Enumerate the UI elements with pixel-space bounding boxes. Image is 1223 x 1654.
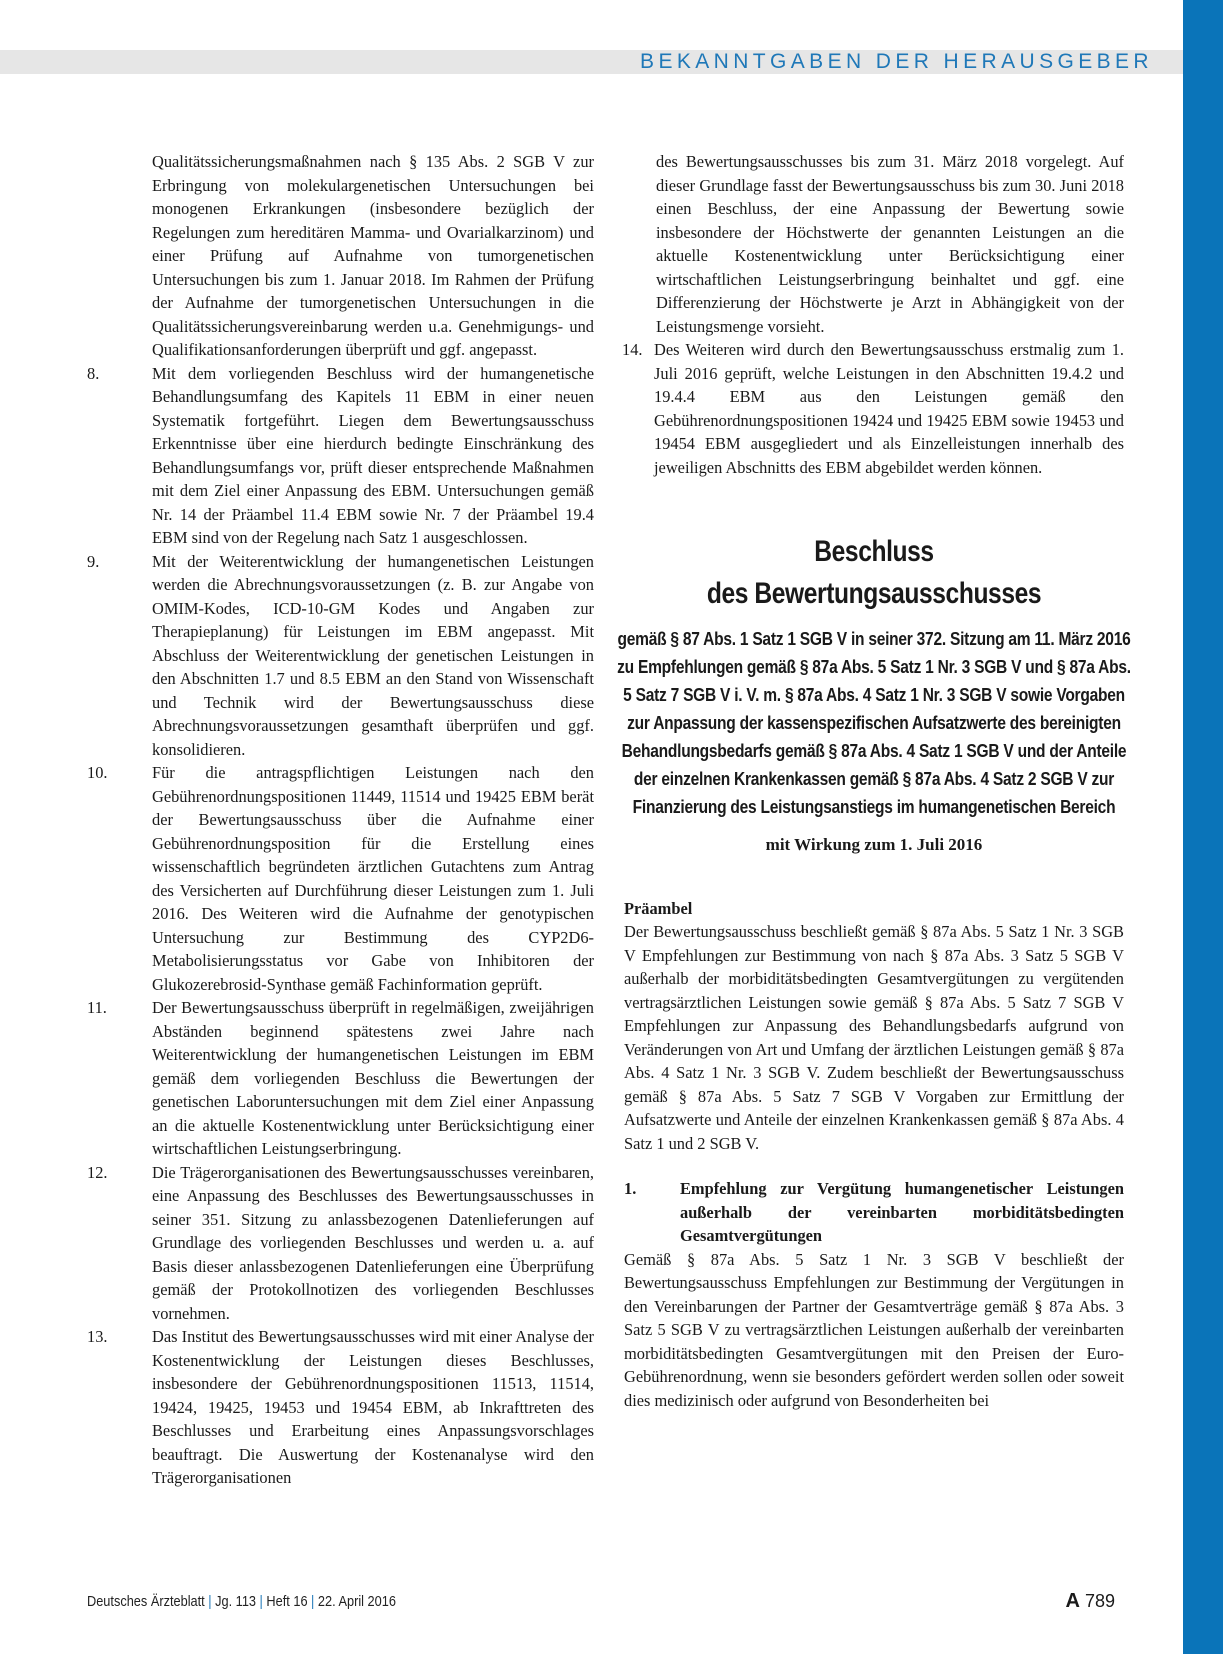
page-number-value: 789 bbox=[1084, 1591, 1115, 1611]
list-item-12 bbox=[87, 1161, 594, 1326]
page-letter: A bbox=[1065, 1590, 1080, 1612]
continued-paragraph: Qualitätssicherungsmaßnahmen nach § 135 Abs. 2 SGB V zur Erbringung von molekulargenetischen Untersuchungen bei monogenen Erkrankungen (insbesondere bezüglich der Regelungen zum hereditären Mamma- und Ovarialkarzinom) und einer Prüfung auf Aufnahme von tumorgenetischen Untersuchungen bis zum 1. Januar 2018. Im Rahmen der Prüfung der Aufnahme der tumorgenetischen Untersuchungen in die Qualitätssicherungsvereinbarung werden u.a. Genehmigungs- und Qualifikationsanforderungen überprüft und ggf. angepasst. bbox=[152, 152, 594, 359]
page-number bbox=[1065, 1590, 1115, 1613]
list-item-13 bbox=[87, 1325, 594, 1490]
item-text: Das Institut des Bewertungsausschusses wird mit einer Analyse der Kostenentwicklung der Leistungen dieses Beschlusses, insbesondere der Gebührenordnungspositionen 11513, 11514, 19424, 19425, 19453 und 19454 EBM, ab Inkrafttreten des Beschlusses und Erarbeitung eines Anpassungsvorschlages beauftragt. Die Auswertung der Kostenanalyse wird den Trägerorganisationen bbox=[152, 1327, 594, 1487]
journal-name: Deutsches Ärzteblatt bbox=[87, 1594, 205, 1610]
list-item-9 bbox=[87, 550, 594, 762]
item-text: Der Bewertungsausschuss überprüft in regelmäßigen, zweijährigen Abständen beginnend spätestens zwei Jahre nach Weiterentwicklung der humangenetischen Leistungen im EBM gemäß dem vorliegenden Beschluss die Bewertungen der genetischen Laboruntersuchungen mit dem Ziel einer Anpassung an die aktuelle Kostenentwicklung unter Berücksichtigung einer wirtschaftlichen Leistungserbringung. bbox=[152, 998, 594, 1158]
section-header-title: BEKANNTGABEN DER HERAUSGEBER bbox=[640, 50, 1153, 73]
right-column bbox=[617, 150, 1131, 1412]
decision-title-line1: Beschluss bbox=[814, 535, 934, 568]
item-text: Mit dem vorliegenden Beschluss wird der humangenetische Behandlungsumfang des Kapitels 11 EBM in einer neuen Systematik fortgeführt. Liegen dem Bewertungsausschuss Erkenntnisse über eine hierdurch bedingte Einschränkung des Behandlungsumfangs vor, prüft dieser entsprechende Maßnahmen mit dem Ziel einer Anpassung des EBM. Untersuchungen gemäß Nr. 14 der Präambel 11.4 EBM sowie Nr. 7 der Präambel 19.4 EBM sind von der Regelung nach Satz 1 ausgeschlossen. bbox=[152, 363, 594, 547]
praeambel-text: Der Bewertungsausschuss beschließt gemäß § 87a Abs. 5 Satz 1 Nr. 3 SGB V Empfehlungen zur Bestimmung von nach § 87a Abs. 3 Satz 5 SGB V außerhalb der morbiditätsbedingten Gesamtvergütungen zu vergütenden vertragsärztlichen Leistungen sowie gemäß § 87a Abs. 5 Satz 7 SGB V Empfehlungen zur Anpassung des Behandlungsbedarfs aufgrund von Veränderungen von Art und Umfang der ärztlichen Leistungen gemäß § 87a Abs. 4 Satz 1 Nr. 3 SGB V. Zudem beschließt der Bewertungsausschuss gemäß § 87a Abs. 5 Satz 7 SGB V Vorgaben zur Ermittlung der Aufsatzwerte und Anteile der einzelnen Krankenkassen gemäß § 87a Abs. 4 Satz 1 und 2 SGB V. bbox=[624, 922, 1124, 1153]
right-accent-bar bbox=[1183, 0, 1223, 1654]
left-column bbox=[87, 150, 594, 1490]
list-item-14 bbox=[624, 338, 1124, 479]
list-item-8 bbox=[87, 362, 594, 550]
decision-title bbox=[636, 479, 1112, 615]
item-text: Des Weiteren wird durch den Bewertungsausschuss erstmalig zum 1. Juli 2016 geprüft, welche Leistungen in den Abschnitten 19.4.2 und 19.4.4 EBM aus den Leistungen gemäß den Gebührenordnungspositionen 19424 und 19425 EBM sowie 19453 und 19454 EBM ausgegliedert und als Einzelleistungen innerhalb des jeweiligen Abschnitts des EBM abgebildet werden können. bbox=[654, 340, 1124, 477]
section-1-text: Gemäß § 87a Abs. 5 Satz 1 Nr. 3 SGB V beschließt der Bewertungsausschuss Empfehlungen zur Bestimmung der Vergütungen in den Vereinbarungen der Partner der Gesamtverträge gemäß § 87a Abs. 3 Satz 5 SGB V zu vertragsärztlichen Leistungen außerhalb der vereinbarten morbiditätsbedingten Gesamtvergütungen mit den Preisen der Euro-Gebührenordnung, wenn sie besonders gefördert werden sollen oder soweit dies medizinisch oder aufgrund von Besonderheiten bei bbox=[624, 1249, 1124, 1410]
separator: | bbox=[311, 1594, 315, 1610]
effective-date: mit Wirkung zum 1. Juli 2016 bbox=[765, 835, 983, 854]
section-number: 1. bbox=[624, 1179, 637, 1198]
section-heading-text: Empfehlung zur Vergütung humangenetischer Leistungen außerhalb der vereinbarten morbiditätsbedingten Gesamtvergütungen bbox=[680, 1179, 1124, 1245]
item-text: Die Trägerorganisationen des Bewertungsausschusses vereinbaren, eine Anpassung des Beschlusses des Bewertungsausschusses in seiner 351. Sitzung zu anlassbezogenen Datenlieferungen auf Grundlage des vorliegenden Beschlusses und werden u. a. auf Basis dieser anlassbezogenen Datenlieferungen eine Überprüfung gemäß der Protokollnotizen des vorliegenden Beschlusses vornehmen. bbox=[152, 1162, 594, 1323]
item-text: Für die antragspflichtigen Leistungen nach den Gebührenordnungspositionen 11449, 11514 und 19425 EBM berät der Bewertungsausschuss über die Aufnahme einer Gebührenordnungsposition für die Erstellung eines wissenschaftlich begründeten ärztlichen Gutachtens zum Antrag des Versicherten auf Durchführung dieser Leistungen zum 1. Juli 2016. Des Weiteren wird die Aufnahme der genotypischen Untersuchung zur Bestimmung des CYP2D6-Metabolisierungsstatus vor Gabe von Inhibitoren der Glukozerebrosid-Synthase gemäß Fachinformation geprüft. bbox=[152, 763, 594, 994]
separator: | bbox=[259, 1594, 263, 1610]
separator: | bbox=[208, 1594, 212, 1610]
section-1-heading bbox=[624, 1177, 1124, 1248]
decision-subtitle: gemäß § 87 Abs. 1 Satz 1 SGB V in seiner 372. Sitzung am 11. März 2016 zu Empfehlungen gemäß § 87a Abs. 5 Satz 1 Nr. 3 SGB V und § 87a Abs. 5 Satz 7 SGB V i. V. m. § 87a Abs. 4 Satz 1 Nr. 3 SGB V sowie Vorgaben zur Anpassung der kassenspezifischen Aufsatzwerte des bereinigten Behandlungsbedarfs gemäß § 87a Abs. 4 Satz 1 SGB V und der Anteile der einzelnen Krankenkassen gemäß § 87a Abs. 4 Satz 2 SGB V zur Finanzierung des Leistungsanstiegs im humangenetischen Bereich bbox=[617, 628, 1131, 817]
item-number: 8. bbox=[87, 363, 100, 383]
item-number: 9. bbox=[87, 551, 100, 571]
praeambel-heading: Präambel bbox=[624, 898, 693, 918]
journal-date: 22. April 2016 bbox=[317, 1594, 396, 1610]
item-number: 10. bbox=[87, 763, 108, 782]
journal-issue: Heft 16 bbox=[266, 1594, 308, 1610]
item-text: Mit der Weiterentwicklung der humangenetischen Leistungen werden die Abrechnungsvoraussetzungen (z. B. zur Angabe von OMIM-Kodes, ICD-10-GM Kodes und Angaben zur Therapieplanung) für Leistungen im EBM angepasst. Mit Abschluss der Weiterentwicklung der genetischen Leistungen in den Abschnitten 1.7 und 8.5 EBM an den Stand von Wissenschaft und Technik wird der Bewertungsausschuss diese Abrechnungsvoraussetzungen gesamthaft überprüfen und ggf. konsolidieren. bbox=[152, 551, 594, 759]
item-number: 12. bbox=[87, 1162, 108, 1182]
list-item-10 bbox=[87, 761, 594, 996]
continued-paragraph: des Bewertungsausschusses bis zum 31. März 2018 vorgelegt. Auf dieser Grundlage fasst der Bewertungsausschuss bis zum 30. Juni 2018 einen Beschluss, der eine Anpassung der Bewertung sowie insbesondere der Höchstwerte der genannten Leistungen an die aktuelle Kostenentwicklung unter Berücksichtigung einer wirtschaftlichen Leistungserbringung beinhaltet und ggf. eine Differenzierung der Höchstwerte je Arzt in Abhängigkeit von der Leistungsmenge vorsieht. bbox=[656, 152, 1124, 336]
journal-volume: Jg. 113 bbox=[215, 1594, 257, 1610]
item-number: 14. bbox=[622, 340, 643, 359]
footer-citation bbox=[87, 1594, 396, 1610]
decision-title-line2: des Bewertungsausschusses bbox=[706, 577, 1042, 610]
list-item-11 bbox=[87, 996, 594, 1161]
item-number: 11. bbox=[87, 998, 107, 1017]
item-number: 13. bbox=[87, 1327, 108, 1346]
